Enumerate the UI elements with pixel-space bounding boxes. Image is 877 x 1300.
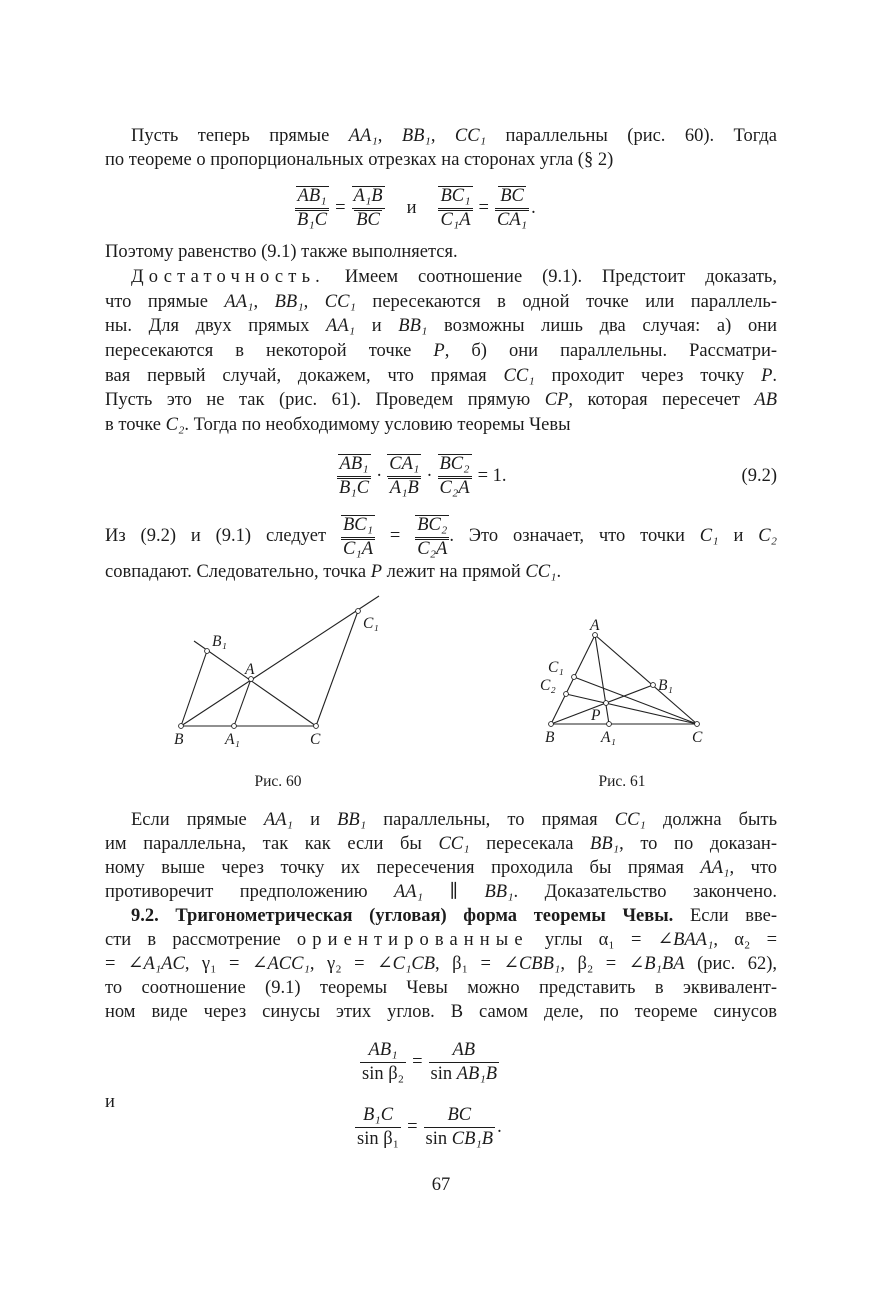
numerator: [445, 1105, 473, 1125]
math-variable: BC: [447, 1105, 472, 1125]
math-variable: B₁BA: [644, 954, 685, 974]
equation-number: (9.2): [741, 466, 777, 486]
line-b-a-c1: [181, 596, 379, 726]
fraction: [438, 186, 472, 230]
math-variable: P: [370, 562, 383, 582]
label-c2: C₂: [540, 677, 556, 694]
denominator: [341, 539, 375, 559]
numerator: [296, 186, 329, 206]
fraction: [341, 515, 375, 559]
label-b1: B₁: [212, 633, 227, 650]
multiply-dot: ·: [426, 466, 433, 486]
equals-sign: =: [478, 198, 489, 218]
segment-cc1: [316, 611, 358, 726]
math-variable: C₂A: [439, 478, 470, 498]
fraction: [387, 454, 421, 498]
figure-60: [160, 585, 400, 760]
math-variable: BC: [500, 186, 524, 206]
numerator: [438, 454, 472, 474]
label-c: C: [310, 731, 321, 748]
fraction: [295, 186, 329, 230]
text-span: Имеем соотношение (9.1). Предстоит доказать,: [344, 267, 777, 287]
math-variable: AB₁: [368, 1040, 398, 1060]
period: .: [531, 198, 536, 218]
math-variable: BC₁: [440, 186, 471, 206]
math-variable: BB₁: [590, 834, 620, 854]
math-variable: CC₁: [525, 562, 557, 582]
math-variable: A₁AC: [143, 954, 185, 974]
spaced-emphasis: ориентированные: [296, 930, 529, 950]
figure-caption: Рис. 60: [254, 773, 302, 790]
math-variable: CP: [544, 390, 569, 410]
figure-caption: Рис. 61: [598, 773, 646, 790]
fraction: [337, 454, 371, 498]
fraction-bar: [424, 1127, 496, 1128]
label-c1: C₁: [548, 659, 564, 676]
math-variable: AA₁: [348, 126, 378, 146]
point-b1: [651, 683, 656, 688]
math-variable: AB₁: [339, 454, 369, 474]
text-line: ном виде через синусы этих углов. В самом деле, по теореме синусов: [105, 1002, 777, 1022]
text-line: ны. Для двух прямых AA₁ и BB₁ возможны лишь два случая: а) они: [105, 316, 777, 336]
math-variable: P: [761, 366, 773, 386]
fraction-bar: [355, 1127, 401, 1128]
math-variable: C₁A: [342, 538, 374, 559]
math-variable: BAA₁: [673, 930, 714, 950]
denominator: sin β₂: [362, 1064, 405, 1084]
section-title: 9.2. Тригонометрическая (угловая) форма теоремы Чевы.: [131, 906, 674, 926]
math-variable: AA₁: [263, 810, 293, 830]
text-line: = ∠A₁AC, γ₁ = ∠ACC₁, γ₂ = ∠C₁CB, β₁ = ∠CBB₁, β₂ = ∠B₁BA (рис. 62),: [105, 954, 778, 974]
text-span: углы α₁ = ∠BAA₁, α₂ =: [544, 930, 778, 950]
math-variable: P: [433, 341, 445, 361]
fraction-bar: [352, 208, 385, 209]
math-variable: BB₁: [398, 316, 428, 336]
math-variable: CB₁B: [451, 1129, 494, 1149]
point-b: [549, 722, 554, 727]
math-variable: CC₁: [454, 126, 487, 146]
fraction-bar: [495, 208, 529, 209]
denominator: [438, 210, 472, 230]
text-line: Пусть это не так (рис. 61). Проведем прямую CP, которая пересечет AB: [105, 390, 778, 410]
multiply-dot: ·: [376, 466, 383, 486]
math-variable: BC: [356, 210, 380, 230]
text-line: по теореме о пропорциональных отрезках на сторонах угла (§ 2): [105, 150, 614, 170]
denominator: [295, 210, 329, 230]
numerator: [367, 1040, 400, 1060]
numerator: [438, 186, 472, 206]
math-variable: C₁CB: [392, 954, 436, 974]
fraction: [415, 515, 449, 559]
label-a: A: [245, 661, 255, 678]
math-variable: BC₁: [342, 514, 374, 535]
page-number: 67: [431, 1175, 451, 1195]
point-c: [695, 722, 700, 727]
math-variable: AA₁: [700, 858, 730, 878]
denominator: [415, 539, 449, 559]
math-variable: AB: [754, 390, 778, 410]
math-variable: C₁: [699, 526, 719, 546]
point-c1: [356, 609, 361, 614]
math-variable: B₁C: [363, 1105, 394, 1125]
segment-ca: [595, 635, 697, 724]
text-line: пересекаются в некоторой точке P, б) они параллельны. Рассматри-: [105, 341, 777, 361]
denominator: sin AB₁B: [430, 1064, 498, 1084]
text-line: [131, 265, 777, 289]
text-line: то соотношение (9.1) теоремы Чевы можно представить в эквивалент-: [105, 978, 777, 998]
math-variable: CBB₁: [518, 954, 561, 974]
fraction-bar: [438, 476, 472, 477]
math-variable: AA₁: [394, 882, 424, 902]
denominator: sin CB₁B: [425, 1129, 494, 1149]
spaced-heading-sufficiency: Достаточность.: [131, 267, 325, 287]
denominator: sin β₁: [357, 1129, 400, 1149]
numerator: [450, 1040, 477, 1060]
numerator: [338, 454, 371, 474]
math-variable: BB₁: [337, 810, 367, 830]
math-variable: AA₁: [224, 292, 254, 312]
text-span: . Это означает, что точки C₁ и C₂: [449, 526, 778, 546]
equals-sign: =: [389, 526, 401, 546]
figure-61: [530, 610, 720, 760]
text-line: Если прямые AA₁ и BB₁ параллельны, то прямая CC₁ должна быть: [131, 810, 778, 830]
point-b1: [205, 649, 210, 654]
denominator: [495, 210, 529, 230]
text-line: вая первый случай, докажем, что прямая CC₁ проходит через точку P.: [105, 366, 777, 386]
label-b: B: [174, 731, 184, 748]
equals-sign: =: [407, 1117, 418, 1137]
math-variable: BB₁: [401, 126, 431, 146]
math-variable: CC₁: [503, 366, 535, 386]
math-variable: B₁C: [297, 210, 328, 230]
label-a: A: [590, 617, 600, 634]
math-variable: AB: [452, 1040, 476, 1060]
label-p: P: [591, 707, 601, 724]
math-variable: BB₁: [274, 292, 304, 312]
equals-sign: =: [335, 198, 346, 218]
text-line: им параллельна, так как если бы CC₁ пересекала BB₁, то по доказан-: [105, 834, 777, 854]
segment-bb1: [181, 651, 207, 726]
numerator: [361, 1105, 395, 1125]
math-variable: CC₁: [438, 834, 470, 854]
fraction-bar: [438, 208, 472, 209]
fraction-bar: [429, 1062, 500, 1063]
fraction: [429, 1040, 500, 1084]
fraction: [355, 1105, 401, 1149]
fraction: [360, 1040, 406, 1084]
text-line: Пусть теперь прямые AA₁, BB₁, CC₁ параллельны (рис. 60). Тогда: [131, 126, 778, 146]
math-variable: A₁B: [353, 186, 383, 206]
label-c: C: [692, 729, 703, 746]
text-line: совпадают. Следовательно, точка P лежит на прямой CC₁.: [105, 562, 562, 582]
text-span: Из (9.2) и (9.1) следует: [105, 526, 327, 546]
text-span: Если вве-: [689, 906, 777, 926]
point-a1: [607, 722, 612, 727]
text-line: противоречит предположению AA₁ ∥ BB₁. Доказательство закончено.: [105, 882, 777, 902]
denominator: [337, 478, 371, 498]
fraction-bar: [415, 537, 449, 538]
label-a1: A₁: [225, 731, 240, 748]
math-variable: C₁A: [440, 210, 471, 230]
math-variable: BC₂: [417, 514, 448, 535]
text-line: что прямые AA₁, BB₁, CC₁ пересекаются в одной точке или параллель-: [105, 292, 778, 312]
period: .: [497, 1117, 502, 1137]
point-c1: [572, 675, 577, 680]
numerator: [498, 186, 526, 206]
fraction: [352, 186, 385, 230]
math-variable: CC₁: [614, 810, 646, 830]
math-variable: C₂A: [417, 538, 448, 559]
fraction: [438, 454, 472, 498]
text-line: и: [105, 1092, 115, 1112]
math-variable: A₁B: [389, 478, 419, 498]
math-variable: C₂: [758, 526, 778, 546]
conjunction: и: [406, 198, 417, 218]
fraction-bar: [341, 537, 375, 538]
text-line: [105, 928, 777, 952]
text-line: в точке C₂. Тогда по необходимому условию теоремы Чевы: [105, 415, 571, 435]
fraction: [424, 1105, 496, 1149]
text-line: [131, 904, 777, 928]
formula-sine-1: [360, 1040, 499, 1084]
math-variable: CA₁: [389, 454, 420, 474]
math-variable: CC₁: [324, 292, 356, 312]
denominator: [388, 478, 421, 498]
math-variable: CA₁: [496, 210, 528, 230]
label-b: B: [545, 729, 555, 746]
denominator: [354, 210, 382, 230]
math-variable: B₁C: [339, 478, 370, 498]
formula-sine-2: [355, 1105, 502, 1149]
math-variable: AB₁: [297, 186, 327, 206]
math-variable: BB₁: [484, 882, 514, 902]
point-b: [179, 724, 184, 729]
fraction: [495, 186, 529, 230]
formula-parallel-ratios: [295, 186, 536, 230]
text-line: ному выше через точку их пересечения проходила бы прямая AA₁, что: [105, 858, 777, 878]
fraction-bar: [295, 208, 329, 209]
denominator: [438, 478, 472, 498]
point-p: [604, 701, 609, 706]
formula-9-2: [337, 454, 513, 498]
line-c-a-b1: [194, 641, 316, 726]
numerator: [341, 515, 375, 535]
label-a1: A₁: [601, 729, 616, 746]
segment-bb1: [551, 685, 653, 724]
point-a1: [232, 724, 237, 729]
math-variable: AB₁B: [456, 1064, 498, 1084]
equation-rhs: = 1.: [477, 466, 507, 486]
label-c1: C₁: [363, 615, 379, 632]
math-variable: BC₂: [439, 454, 470, 474]
numerator: [387, 454, 421, 474]
numerator: [352, 186, 385, 206]
numerator: [415, 515, 449, 535]
label-b1: B₁: [658, 677, 673, 694]
math-variable: C₂: [165, 415, 185, 435]
point-c2: [564, 692, 569, 697]
fraction-bar: [387, 476, 421, 477]
math-variable: AA₁: [326, 316, 356, 336]
equals-sign: =: [412, 1052, 423, 1072]
text-line: [105, 514, 778, 559]
text-line: Поэтому равенство (9.1) также выполняется.: [105, 242, 458, 262]
math-variable: ACC₁: [267, 954, 310, 974]
text-span: сти в рассмотрение: [105, 930, 281, 950]
fraction-bar: [337, 476, 371, 477]
fraction-bar: [360, 1062, 406, 1063]
point-c: [314, 724, 319, 729]
